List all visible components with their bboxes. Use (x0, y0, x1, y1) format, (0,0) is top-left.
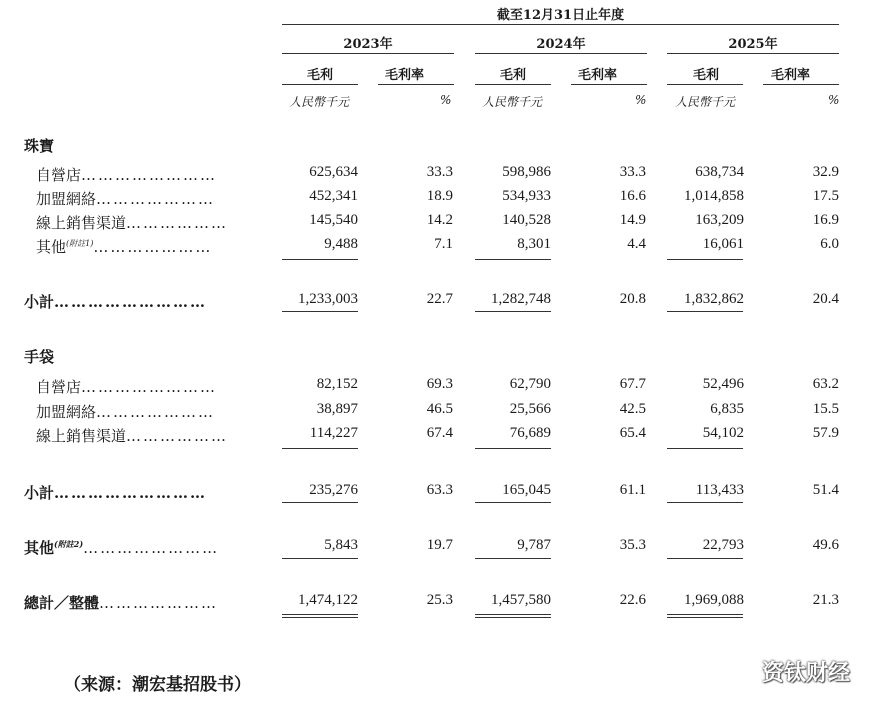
cell-margin-2023: 14.2 (426, 212, 453, 228)
cell-profit-2025: 16,061 (702, 236, 744, 252)
row-label: 自營店 (36, 378, 82, 396)
unit-pct-2024: % (635, 93, 647, 107)
cell-profit-2024: 62,790 (509, 376, 551, 392)
col-rule (667, 84, 743, 85)
col-rule (475, 84, 551, 85)
cell-profit-2023: 9,488 (324, 236, 358, 252)
cell-profit-2023: 452,341 (309, 188, 358, 204)
period-header: 截至12月31日止年度 (496, 8, 625, 23)
cell-profit-2023: 145,540 (309, 212, 358, 228)
row-label: 加盟網絡 (36, 190, 97, 208)
cell-profit-2024: 8,301 (517, 236, 551, 252)
footnote-ref: (附註1) (66, 239, 94, 248)
cell-profit-2025: 638,734 (695, 164, 744, 180)
cell-margin-2024: 22.6 (619, 592, 646, 608)
sum-rule (667, 558, 743, 559)
unit-rmb-2024: 人民幣千元 (482, 95, 543, 109)
sum-rule (282, 259, 358, 260)
row-label: 線上銷售渠道 (36, 214, 127, 232)
cell-margin-2024: 61.1 (619, 482, 646, 498)
cell-profit-2024: 25,566 (509, 401, 551, 417)
cell-margin-2023: 25.3 (426, 592, 453, 608)
col-rule (571, 84, 647, 85)
cell-margin-2024: 16.6 (619, 188, 646, 204)
section-title-handbags: 手袋 (24, 348, 55, 366)
cell-profit-2025: 1,832,862 (684, 291, 744, 307)
row-label: 小計 (24, 293, 55, 311)
cell-margin-2024: 20.8 (619, 291, 646, 307)
col-margin-2024: 毛利率 (578, 68, 618, 83)
cell-profit-2024: 534,933 (502, 188, 551, 204)
cell-profit-2023: 82,152 (316, 376, 358, 392)
double-rule (667, 614, 743, 615)
unit-pct-2023: % (440, 93, 452, 107)
cell-margin-2023: 46.5 (426, 401, 453, 417)
leader-dots: ……………………… (54, 293, 208, 311)
leader-dots: …………………… (83, 539, 220, 557)
year-2023-rule (282, 53, 454, 54)
cell-margin-2025: 49.6 (812, 537, 839, 553)
col-margin-2023: 毛利率 (385, 68, 425, 83)
leader-dots: …………………… (81, 166, 218, 184)
sum-rule (667, 448, 743, 449)
leader-dots: …………………… (81, 378, 218, 396)
cell-margin-2023: 63.3 (426, 482, 453, 498)
col-profit-2023: 毛利 (307, 68, 334, 83)
cell-margin-2024: 14.9 (619, 212, 646, 228)
year-2023-header: 2023年 (343, 37, 393, 52)
cell-margin-2023: 19.7 (426, 537, 453, 553)
double-rule (667, 617, 743, 618)
col-margin-2025: 毛利率 (771, 68, 811, 83)
double-rule (282, 614, 358, 615)
sum-rule (475, 558, 551, 559)
sum-rule (475, 311, 551, 312)
cell-margin-2025: 32.9 (812, 164, 839, 180)
cell-profit-2025: 1,969,088 (684, 592, 744, 608)
sum-rule (475, 259, 551, 260)
cell-profit-2024: 9,787 (517, 537, 551, 553)
cell-margin-2024: 33.3 (619, 164, 646, 180)
cell-profit-2025: 1,014,858 (684, 188, 744, 204)
cell-profit-2025: 52,496 (702, 376, 744, 392)
cell-margin-2025: 17.5 (812, 188, 839, 204)
cell-margin-2024: 65.4 (619, 425, 646, 441)
year-2025-rule (667, 53, 839, 54)
cell-margin-2025: 15.5 (812, 401, 839, 417)
cell-margin-2023: 69.3 (426, 376, 453, 392)
leader-dots: ………………… (96, 403, 216, 421)
unit-rmb-2023: 人民幣千元 (289, 95, 350, 109)
year-2024-rule (475, 53, 647, 54)
sum-rule (282, 502, 358, 503)
header-rule (282, 24, 839, 25)
leader-dots: ………………… (93, 238, 213, 256)
leader-dots: ………………… (99, 594, 219, 612)
source-note: （来源：潮宏基招股书） (64, 675, 251, 695)
year-2024-header: 2024年 (536, 37, 586, 52)
cell-profit-2023: 235,276 (309, 482, 358, 498)
cell-profit-2023: 38,897 (316, 401, 358, 417)
sum-rule (282, 448, 358, 449)
footnote-ref: (附註2) (54, 539, 84, 549)
sum-rule (667, 259, 743, 260)
leader-dots: ……………… (126, 427, 229, 445)
cell-margin-2025: 63.2 (812, 376, 839, 392)
cell-margin-2023: 18.9 (426, 188, 453, 204)
cell-profit-2023: 625,634 (309, 164, 358, 180)
row-label: 線上銷售渠道 (36, 427, 127, 445)
cell-profit-2023: 1,474,122 (298, 592, 358, 608)
cell-margin-2023: 33.3 (426, 164, 453, 180)
cell-margin-2024: 67.7 (619, 376, 646, 392)
cell-margin-2025: 57.9 (812, 425, 839, 441)
row-label: 自營店 (36, 166, 82, 184)
cell-profit-2025: 113,433 (695, 482, 744, 498)
cell-profit-2025: 54,102 (702, 425, 744, 441)
unit-rmb-2025: 人民幣千元 (675, 95, 736, 109)
cell-margin-2025: 16.9 (812, 212, 839, 228)
sum-rule (282, 311, 358, 312)
unit-pct-2025: % (828, 93, 840, 107)
row-label: 加盟網絡 (36, 403, 97, 421)
double-rule (475, 617, 551, 618)
cell-margin-2025: 6.0 (820, 236, 839, 252)
sum-rule (475, 448, 551, 449)
cell-margin-2023: 22.7 (426, 291, 453, 307)
col-profit-2024: 毛利 (500, 68, 527, 83)
cell-profit-2023: 114,227 (309, 425, 358, 441)
leader-dots: ……………… (126, 214, 229, 232)
cell-margin-2025: 20.4 (812, 291, 839, 307)
cell-profit-2025: 6,835 (710, 401, 744, 417)
cell-profit-2023: 1,233,003 (298, 291, 358, 307)
section-title-jewelry: 珠寶 (24, 137, 55, 155)
row-label: 其他 (24, 539, 55, 557)
cell-margin-2025: 51.4 (812, 482, 839, 498)
row-label: 小計 (24, 484, 55, 502)
cell-margin-2024: 42.5 (619, 401, 646, 417)
watermark: 资钛财经 (762, 661, 851, 686)
cell-margin-2024: 4.4 (627, 236, 646, 252)
col-profit-2025: 毛利 (693, 68, 720, 83)
cell-profit-2024: 165,045 (502, 482, 551, 498)
leader-dots: ……………………… (54, 484, 208, 502)
cell-margin-2023: 7.1 (434, 236, 453, 252)
sum-rule (667, 311, 743, 312)
double-rule (475, 614, 551, 615)
col-rule (282, 84, 358, 85)
double-rule (282, 617, 358, 618)
col-rule (378, 84, 454, 85)
col-rule (763, 84, 839, 85)
cell-profit-2024: 1,457,580 (491, 592, 551, 608)
cell-profit-2025: 22,793 (702, 537, 744, 553)
cell-profit-2024: 76,689 (509, 425, 551, 441)
cell-profit-2024: 1,282,748 (491, 291, 551, 307)
cell-profit-2025: 163,209 (695, 212, 744, 228)
sum-rule (475, 502, 551, 503)
cell-profit-2024: 140,528 (502, 212, 551, 228)
leader-dots: ………………… (96, 190, 216, 208)
row-label: 其他 (36, 238, 67, 256)
year-2025-header: 2025年 (728, 37, 778, 52)
cell-profit-2023: 5,843 (324, 537, 358, 553)
row-label: 總計／整體 (24, 594, 100, 612)
cell-margin-2025: 21.3 (812, 592, 839, 608)
sum-rule (282, 558, 358, 559)
cell-profit-2024: 598,986 (502, 164, 551, 180)
cell-margin-2024: 35.3 (619, 537, 646, 553)
sum-rule (667, 502, 743, 503)
cell-margin-2023: 67.4 (426, 425, 453, 441)
